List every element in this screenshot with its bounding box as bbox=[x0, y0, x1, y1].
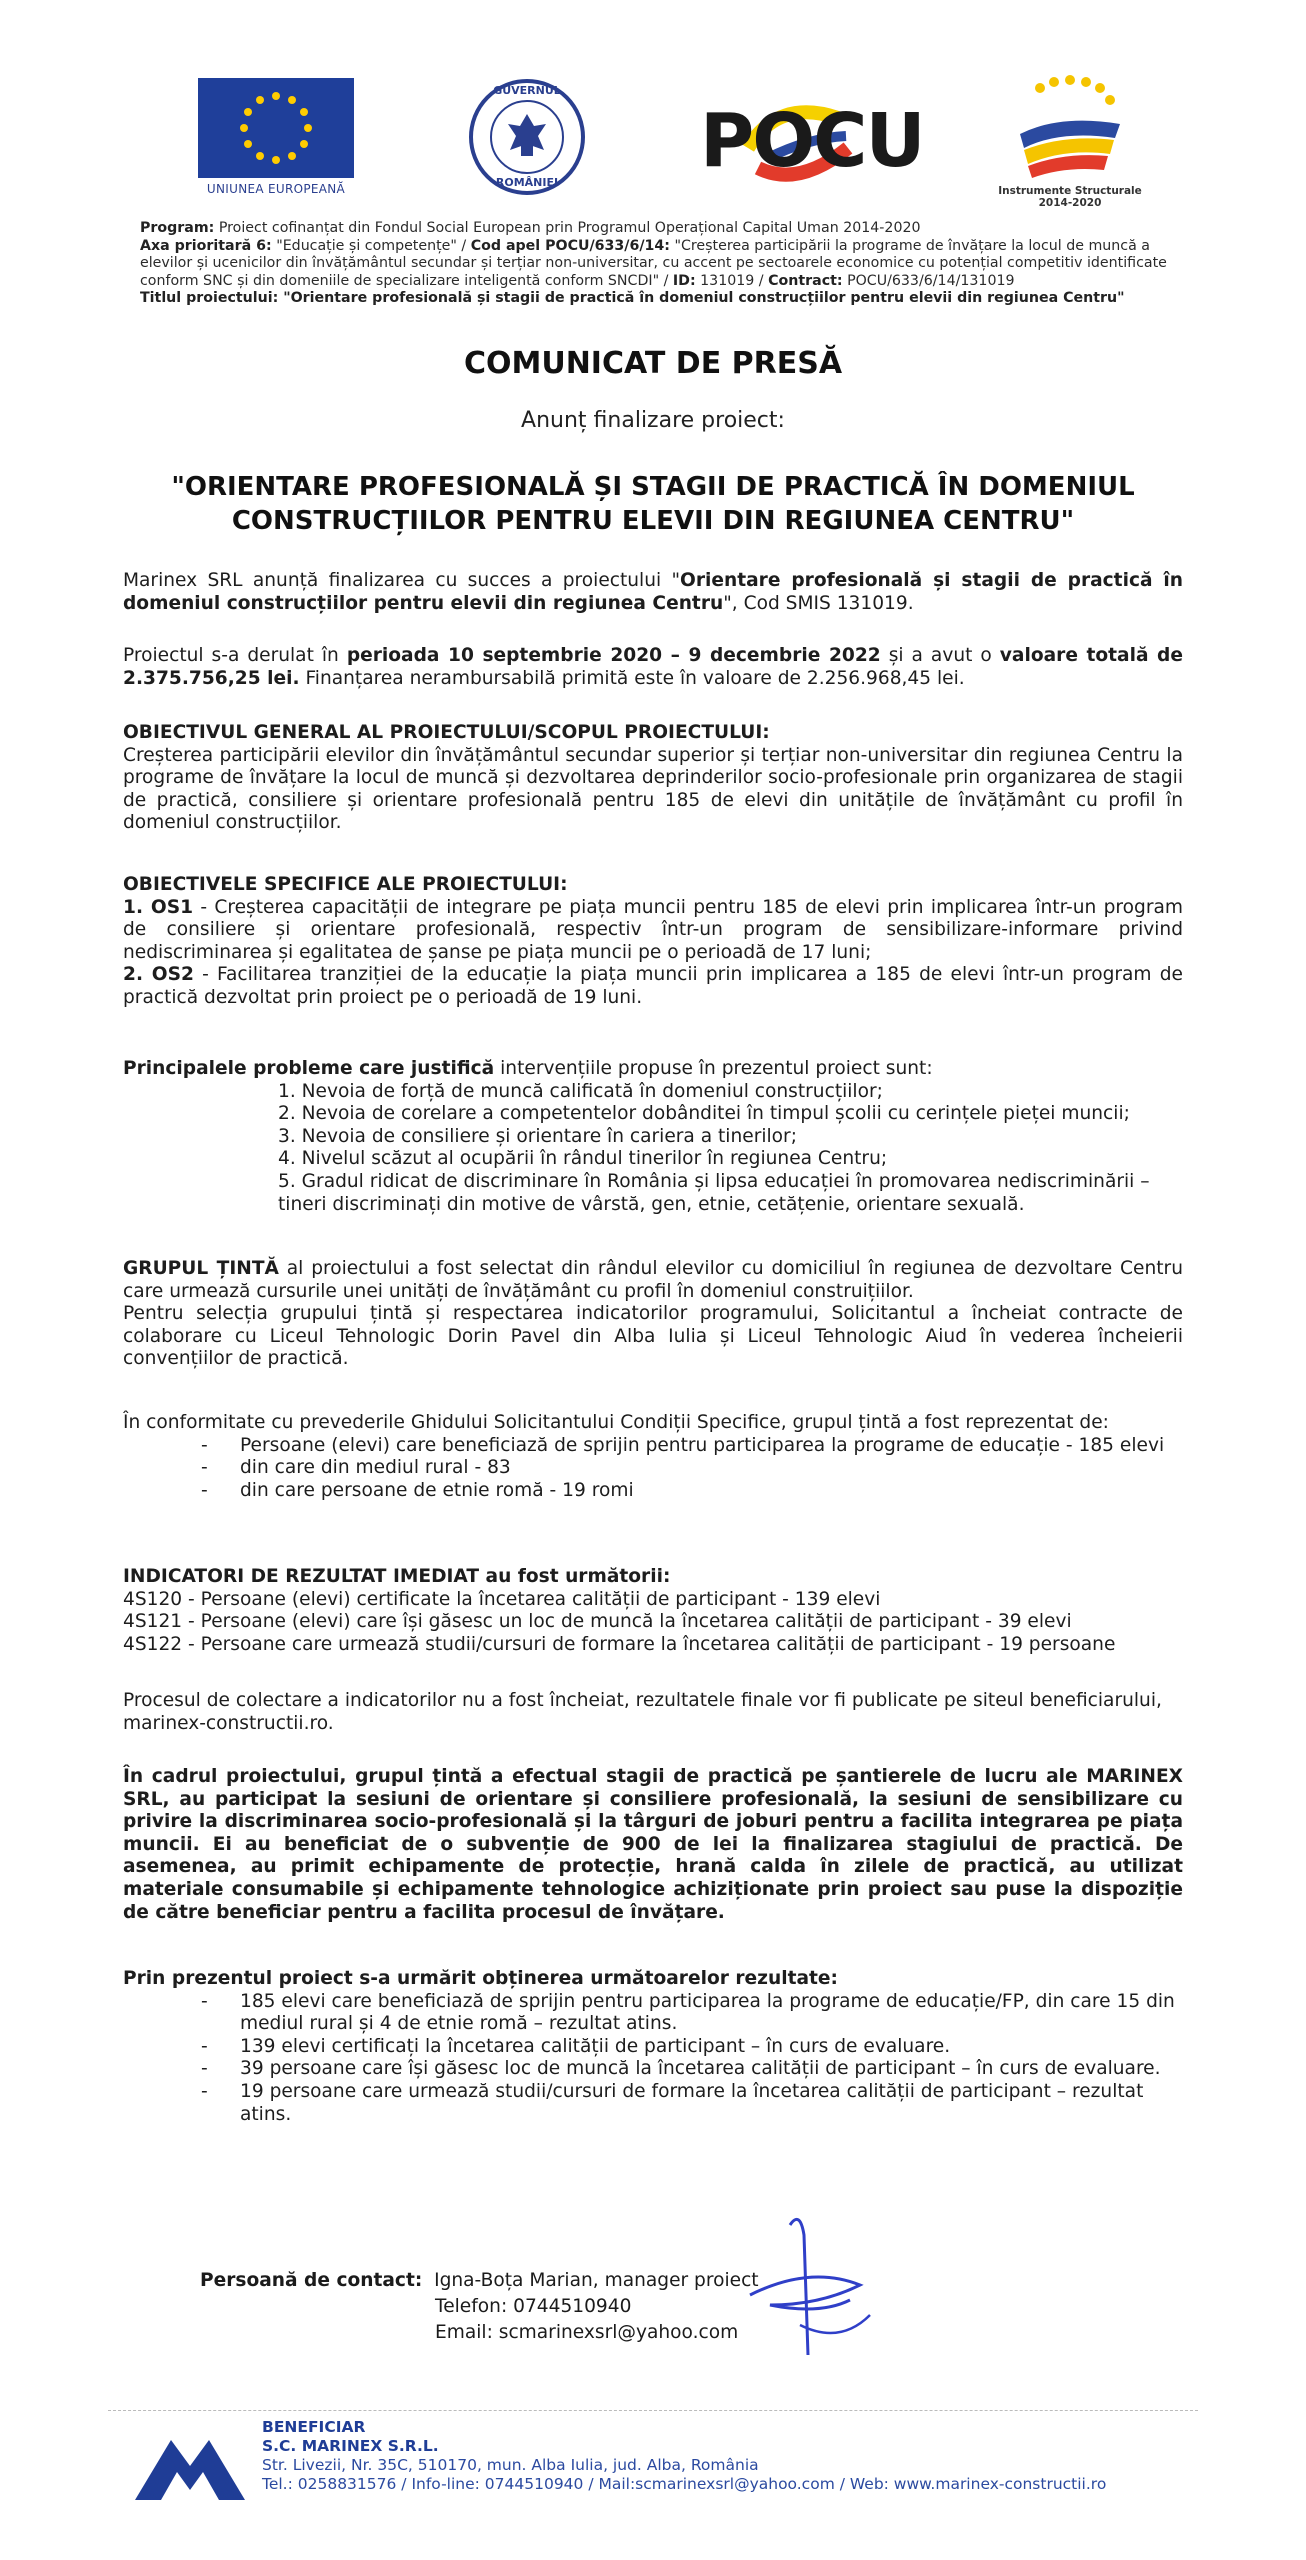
list-item: - 39 persoane care își găsesc loc de muncă la încetarea calității de participant – în curs de evaluare. bbox=[201, 2058, 1161, 2080]
eu-caption: UNIUNEA EUROPEANĂ bbox=[206, 182, 346, 196]
marinex-logo bbox=[135, 2422, 245, 2506]
pocu-logo: POCU bbox=[700, 98, 924, 184]
project-title: "ORIENTARE PROFESIONALĂ ȘI STAGII DE PRACTICĂ ÎN DOMENIUL CONSTRUCȚIILOR PENTRU ELEVII DIN REGIUNEA CENTRU" bbox=[171, 472, 1135, 536]
list-item: - 139 elevi certificați la încetarea calității de participant – în curs de evaluare. bbox=[201, 2035, 951, 2057]
seal-text-bottom: ROMÂNIEI bbox=[495, 176, 559, 189]
period-paragraph: Proiectul s-a derulat în perioada 10 septembrie 2020 – 9 decembrie 2022 și a avut o valoare totală de 2.375.756,25 lei. Finanțarea nerambursabilă primită este în valoare de 2.256.968,45 lei. bbox=[123, 645, 1183, 689]
eu-flag-logo bbox=[198, 78, 354, 178]
target-group-text-2: Pentru selecția grupului țintă și respectarea indicatorilor programului, Solicitantul a încheiat contracte de colaborare cu Liceul Tehnologic Dorin Pavel din Alba Iulia și Liceul Tehnologic Aiud în vederea încheierii convențiilor de practică. bbox=[123, 1303, 1183, 1370]
page-title: COMUNICAT DE PRESĂ bbox=[463, 346, 843, 381]
indicators-section bbox=[123, 1566, 1183, 1656]
conformity-text: În conformitate cu prevederile Ghidului Solicitantului Condiții Specifice, grupul țintă a fost reprezentat de: bbox=[123, 1412, 1109, 1433]
list-item: 4S121 - Persoane (elevi) care își găsesc un loc de muncă la încetarea calității de participant - 39 elevi bbox=[123, 1611, 1072, 1633]
contact-phone: Telefon: 0744510940 bbox=[435, 2296, 632, 2317]
footer-divider bbox=[108, 2410, 1198, 2411]
section-heading: Prin prezentul proiect s-a urmărit obținerea următoarelor rezultate: bbox=[123, 1968, 838, 1989]
page-subtitle: Anunț finalizare proiect: bbox=[521, 408, 785, 433]
list-item: 4S120 - Persoane (elevi) certificate la încetarea calității de participant - 139 elevi bbox=[123, 1588, 881, 1610]
footer-info: BENEFICIAR S.C. MARINEX S.R.L. Str. Livezii, Nr. 35C, 510170, mun. Alba Iulia, jud. Alba, România Tel.: 0258831576 / Info-line: 0744510940 / Mail:scmarinexsrl@yahoo.com / Web: www.marinex-constructii.ro bbox=[262, 2418, 1107, 2493]
target-group-composition bbox=[123, 1412, 1183, 1502]
contact-name: Igna-Boța Marian, manager proiect bbox=[434, 2270, 759, 2291]
list-item: - din care persoane de etnie romă - 19 romi bbox=[201, 1479, 634, 1501]
list-item: - 185 elevi care beneficiază de sprijin pentru participarea la programe de educație/FP, din care 15 din mediul rural și 4 de etnie romă – rezultat atins. bbox=[201, 1990, 1175, 2035]
instrumente-structurale-logo bbox=[1010, 74, 1130, 188]
section-heading: OBIECTIVUL GENERAL AL PROIECTULUI/SCOPUL PROIECTULUI: bbox=[123, 722, 770, 743]
list-item: 4S122 - Persoane care urmează studii/cursuri de formare la încetarea calității de participant - 19 persoane bbox=[123, 1633, 1116, 1655]
target-group-text: GRUPUL ȚINTĂ al proiectului a fost selectat din rândul elevilor cu domiciliul în regiunea de dezvoltare Centru care urmează cursurile unei unități de învățământ cu profil în domeniul construițiilor. bbox=[123, 1258, 1183, 1302]
instrumente-caption: Instrumente Structurale 2014-2020 bbox=[998, 185, 1142, 209]
contact-email: Email: scmarinexsrl@yahoo.com bbox=[435, 2322, 739, 2343]
section-heading: INDICATORI DE REZULTAT IMEDIAT au fost următorii: bbox=[123, 1566, 671, 1587]
intro-paragraph: Marinex SRL anunță finalizarea cu succes a proiectului "Orientare profesională și stagii de practică în domeniul construcțiilor pentru elevii din regiunea Centru", Cod SMIS 131019. bbox=[123, 570, 1183, 614]
list-item: - Persoane (elevi) care beneficiază de sprijin pentru participarea la programe de educație - 185 elevi bbox=[201, 1434, 1165, 1456]
specific-objectives-section bbox=[123, 874, 1183, 1010]
list-item: 1. Nevoia de forță de muncă calificată în domeniul construcțiilor; bbox=[278, 1080, 883, 1102]
program-info: Program: Proiect cofinanțat din Fondul Social European prin Programul Operațional Capital Uman 2014-2020 Axa prioritară 6: "Educație și competențe" / Cod apel POCU/633/6/14: "Creșterea participării la programe de învățare la locul de muncă a elevilor și ucenicilor din învățământul secundar și terțiar non-universitar, cu accent pe sectoarele economice cu potențial competitiv identificate conform SNC și din domeniile de specializare inteligentă conform SNCDI" / ID: 131019 / Contract: POCU/633/6/14/131019 Titlul proiectului: "Orientare profesională și stagii de practică în domeniul construcțiilor pentru elevii din regiunea Centru" bbox=[140, 220, 1167, 306]
contact-label: Persoană de contact: bbox=[200, 2270, 423, 2291]
section-heading: OBIECTIVELE SPECIFICE ALE PROIECTULUI: bbox=[123, 874, 568, 895]
seal-text-top: GUVERNUL bbox=[493, 84, 561, 97]
list-item: 5. Gradul ridicat de discriminare în România și lipsa educației în promovarea nediscriminării – tineri discriminați din motive de vârstă, gen, etnie, cetățenie, orientare sexuală. bbox=[278, 1170, 1150, 1215]
list-item: - 19 persoane care urmează studii/cursuri de formare la încetarea calității de participant – rezultat atins. bbox=[201, 2080, 1144, 2125]
target-group-section bbox=[123, 1258, 1183, 1371]
problems-section bbox=[123, 1058, 1183, 1216]
activities-paragraph: În cadrul proiectului, grupul țintă a efectual stagii de practică pe șantierele de lucru ale MARINEX SRL, au participat la sesiuni de orientare și consiliere profesională, la sesiuni de sensibilizare cu privire la discriminarea socio-profesională și la târguri de joburi pentru a facilita integrarea pe piața muncii. Ei au beneficiat de o subvenție de 900 de lei la finalizarea stagiului de practică. De asemenea, au primit echipamente de protecție, hrană calda în zilele de practică, au utilizat materiale consumabile și echipamente tehnologice achiziționate prin proiect sau puse la dispoziție de către beneficiar pentru a facilita procesul de învățare. bbox=[123, 1766, 1183, 1923]
list-item: - din care din mediul rural - 83 bbox=[201, 1457, 511, 1479]
list-item: 2. Nevoia de corelare a competentelor dobânditei în timpul școlii cu cerințele pieței muncii; bbox=[278, 1103, 1130, 1125]
general-objective-section bbox=[123, 722, 1183, 835]
eu-stars-icon bbox=[198, 78, 354, 178]
objective-os1: 1. OS1 - Creșterea capacității de integrare pe piața muncii pentru 185 de elevi prin implicarea într-un program de consiliere și orientare profesională, respectiv într-un program de sensibilizare-informare privind nediscriminarea și egalitatea de șanse pe piața muncii pe o perioadă de 17 luni; bbox=[123, 896, 1183, 963]
process-paragraph: Procesul de colectare a indicatorilor nu a fost încheiat, rezultatele finale vor fi publicate pe siteul beneficiarului, marinex-constructii.ro. bbox=[123, 1690, 1162, 1734]
objective-os2: 2. OS2 - Facilitarea tranziției de la educație la piața muncii prin implicarea a 185 de elevi într-un program de practică dezvoltat prin proiect pe o perioadă de 19 luni. bbox=[123, 964, 1183, 1008]
contact-block bbox=[200, 2268, 759, 2346]
problems-intro: Principalele probleme care justifică intervențiile propuse în prezentul proiect sunt: bbox=[123, 1058, 933, 1079]
general-objective-text: Creșterea participării elevilor din învățământul secundar superior și terțiar non-universitar din regiunea Centru la programe de învățare la locul de muncă și dezvoltarea deprinderilor socio-profesionale prin organizarea de stagii de practică, consiliere și orientare profesională pentru 185 de elevi din unitățile de învățământ cu profil în domeniul construcțiilor. bbox=[123, 744, 1183, 834]
results-section bbox=[123, 1968, 1183, 2126]
list-item: 4. Nivelul scăzut al ocupării în rândul tinerilor în regiunea Centru; bbox=[278, 1148, 888, 1170]
list-item: 3. Nevoia de consiliere și orientare în cariera a tinerilor; bbox=[278, 1125, 797, 1147]
